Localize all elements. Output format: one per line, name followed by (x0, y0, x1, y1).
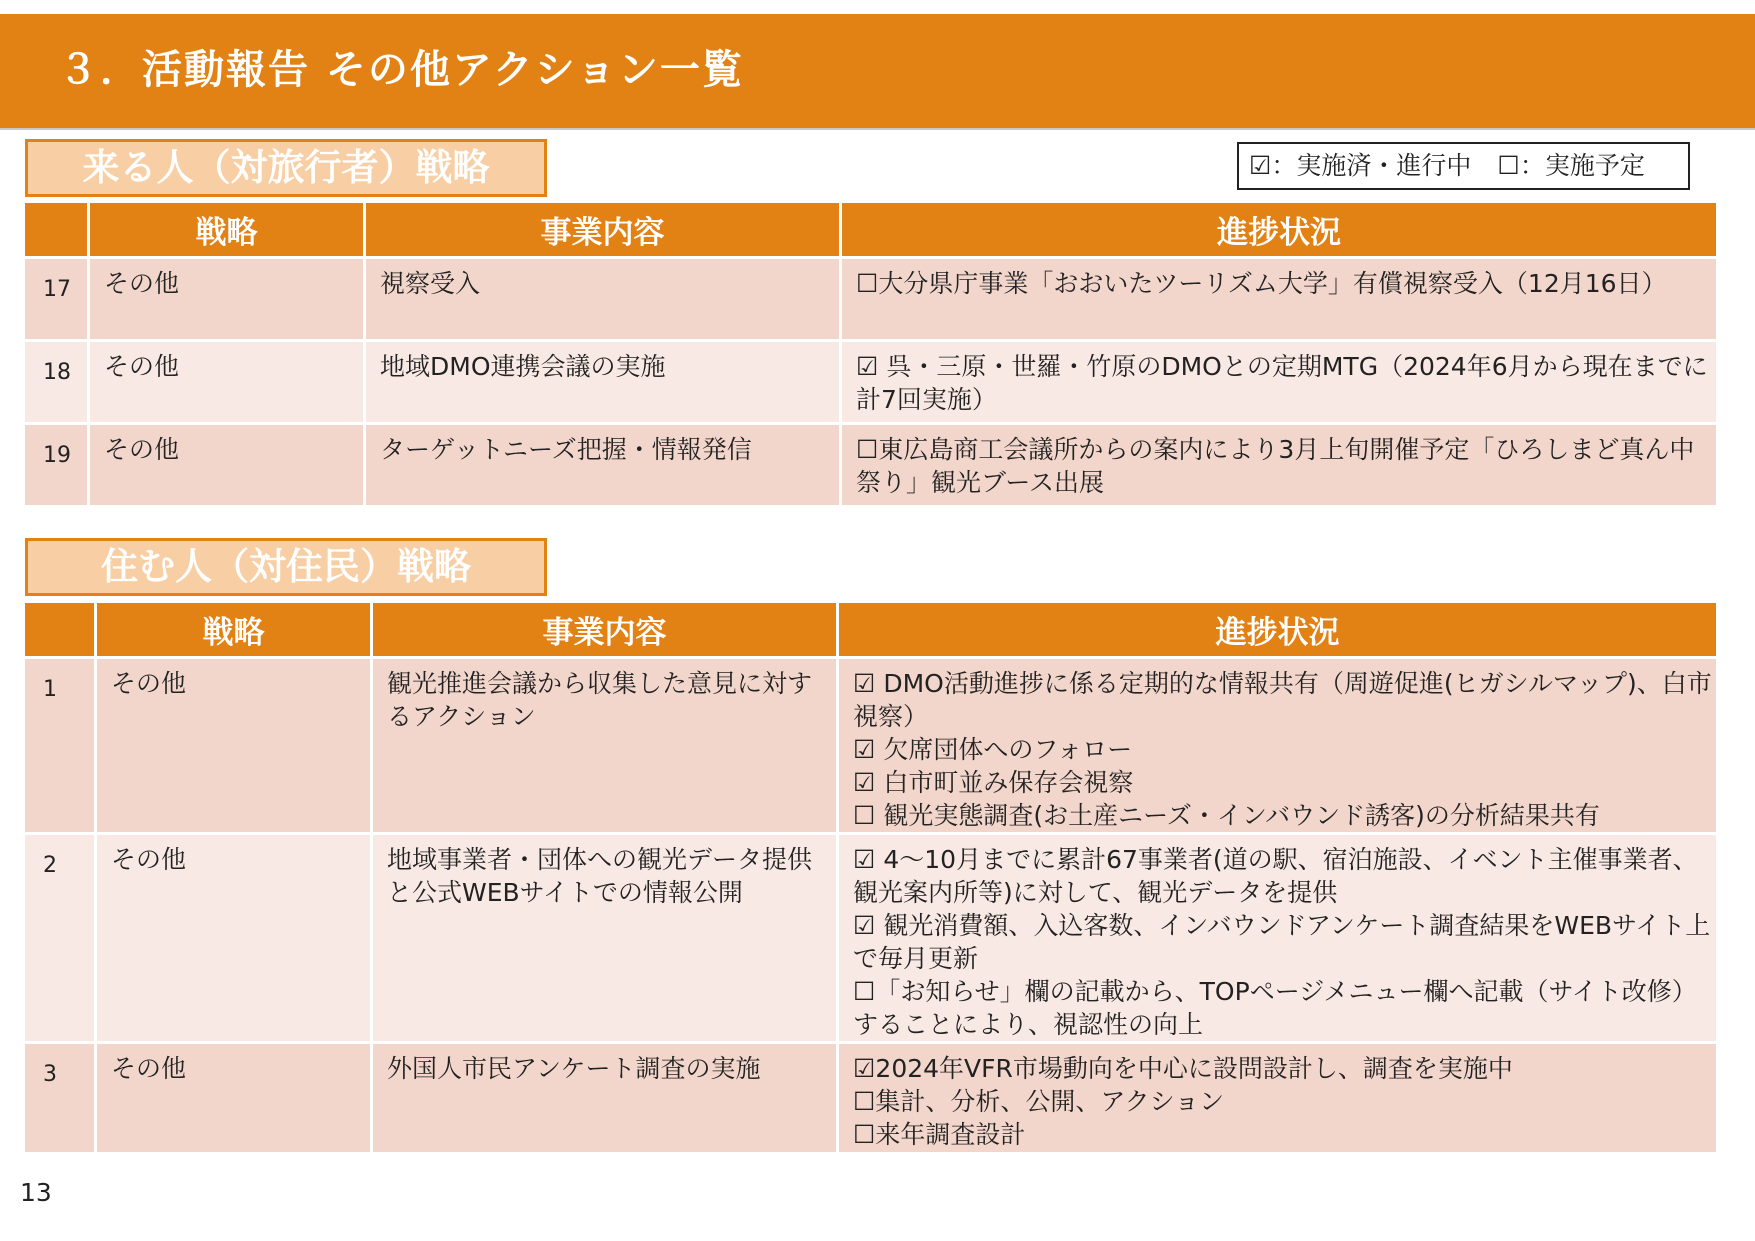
section-label-residents: 住む人（対住民）戦略 (25, 538, 547, 596)
status-line: ☐ 観光実態調査(お土産ニーズ・インバウンド誘客)の分析結果共有 (853, 801, 1600, 830)
column-header-strategy: 戦略 (97, 603, 370, 656)
row-status (842, 425, 1716, 505)
legend-done: ☑：実施済・進行中 (1249, 151, 1472, 180)
legend (1237, 142, 1690, 190)
table-header-row (25, 603, 1716, 656)
slide-title: ３．活動報告 その他アクション一覧 (58, 47, 744, 93)
row-number: 3 (25, 1044, 94, 1152)
status-line: ☐大分県庁事業「おおいたツーリズム大学」有償視察受入（12月16日） (856, 269, 1667, 298)
status-line: ☐東広島商工会議所からの案内により3月上旬開催予定「ひろしまど真ん中祭り」観光ブース出展 (856, 435, 1695, 497)
legend-planned: ☐：実施予定 (1497, 151, 1645, 180)
table-header-row (25, 203, 1716, 256)
row-content: 外国人市民アンケート調査の実施 (373, 1044, 836, 1152)
column-header-content: 事業内容 (373, 603, 836, 656)
table-row (25, 259, 1716, 339)
slide-header (0, 14, 1755, 130)
row-status (842, 342, 1716, 422)
row-content: 観光推進会議から収集した意見に対するアクション (373, 659, 836, 832)
row-content: 地域事業者・団体への観光データ提供と公式WEBサイトでの情報公開 (373, 835, 836, 1041)
status-line: ☑ 呉・三原・世羅・竹原のDMOとの定期MTG（2024年6月から現在までに計7回実施） (856, 352, 1708, 414)
row-strategy: その他 (97, 1044, 370, 1152)
row-number: 17 (25, 259, 87, 339)
row-number: 2 (25, 835, 94, 1041)
row-content: 地域DMO連携会議の実施 (366, 342, 839, 422)
row-strategy: その他 (97, 835, 370, 1041)
status-line: ☑2024年VFR市場動向を中心に設問設計し、調査を実施中 (853, 1054, 1513, 1083)
status-line: ☐来年調査設計 (853, 1120, 1026, 1149)
table-row (25, 425, 1716, 505)
row-status (842, 259, 1716, 339)
section-label-visitors: 来る人（対旅行者）戦略 (25, 139, 547, 197)
column-header-number (25, 603, 94, 656)
status-line: ☐「お知らせ」欄の記載から、TOPページメニュー欄へ記載（サイト改修）することにより、視認性の向上 (853, 977, 1697, 1039)
row-content: 視察受入 (366, 259, 839, 339)
table-row (25, 659, 1716, 832)
visitors-strategy-table (22, 200, 1719, 508)
status-line: ☑ 白市町並み保存会視察 (853, 768, 1134, 797)
row-content: ターゲットニーズ把握・情報発信 (366, 425, 839, 505)
row-number: 18 (25, 342, 87, 422)
row-number: 19 (25, 425, 87, 505)
table-row (25, 1044, 1716, 1152)
residents-strategy-table (22, 600, 1719, 1155)
column-header-status: 進捗状況 (839, 603, 1716, 656)
page-number: 13 (20, 1178, 52, 1207)
status-line: ☐集計、分析、公開、アクション (853, 1087, 1225, 1116)
row-status (839, 835, 1716, 1041)
status-line: ☑ DMO活動進捗に係る定期的な情報共有（周遊促進(ヒガシルマップ)、白市視察） (853, 669, 1712, 731)
row-strategy: その他 (90, 425, 363, 505)
row-status (839, 1044, 1716, 1152)
row-strategy: その他 (90, 342, 363, 422)
status-line: ☑ 欠席団体へのフォロー (853, 735, 1133, 764)
column-header-status: 進捗状況 (842, 203, 1716, 256)
column-header-number (25, 203, 87, 256)
column-header-content: 事業内容 (366, 203, 839, 256)
table-row (25, 342, 1716, 422)
column-header-strategy: 戦略 (90, 203, 363, 256)
table-row (25, 835, 1716, 1041)
row-strategy: その他 (97, 659, 370, 832)
status-line: ☑ 観光消費額、入込客数、インバウンドアンケート調査結果をWEBサイト上で毎月更新 (853, 911, 1711, 973)
row-status (839, 659, 1716, 832)
row-strategy: その他 (90, 259, 363, 339)
status-line: ☑ 4～10月までに累計67事業者(道の駅、宿泊施設、イベント主催事業者、観光案内所等)に対して、観光データを提供 (853, 845, 1698, 907)
row-number: 1 (25, 659, 94, 832)
